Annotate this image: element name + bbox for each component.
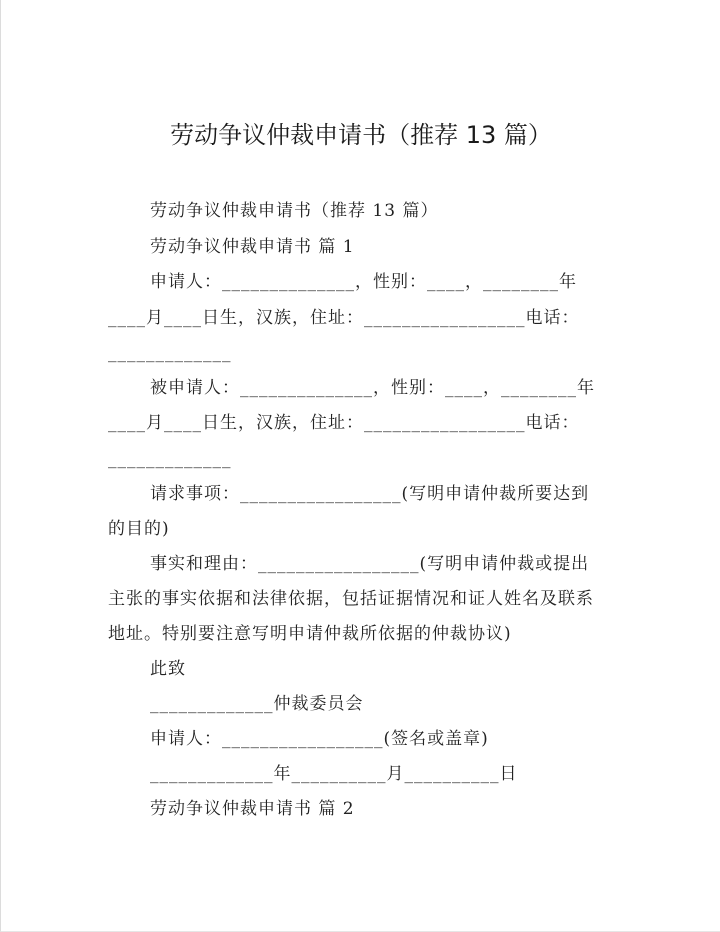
arbitration-committee-line: _____________仲裁委员会: [150, 694, 364, 714]
subtitle-line: 劳动争议仲裁申请书（推荐 13 篇）: [150, 201, 439, 221]
applicant-line: 申请人：______________，性别：____，________年: [150, 272, 577, 292]
page-title: 劳动争议仲裁申请书（推荐 13 篇）: [170, 121, 552, 149]
applicant-phone-line: _____________: [108, 343, 232, 363]
salutation-line: 此致: [150, 659, 186, 679]
respondent-line: 被申请人：______________，性别：____，________年: [150, 378, 595, 398]
facts-reasons-continuation-2: 地址。特别要注意写明申请仲裁所依据的仲裁协议): [108, 624, 512, 644]
request-items-continuation: 的目的): [108, 519, 170, 539]
facts-reasons-continuation-1: 主张的事实依据和法律依据，包括证据情况和证人姓名及联系: [108, 589, 594, 609]
signature-line: 申请人：_________________(签名或盖章): [150, 729, 489, 749]
facts-reasons-line: 事实和理由：_________________(写明申请仲裁或提出: [150, 554, 590, 574]
section-heading-2: 劳动争议仲裁申请书 篇 2: [150, 799, 355, 819]
respondent-phone-line: _____________: [108, 449, 232, 469]
request-items-line: 请求事项：_________________(写明申请仲裁所要达到: [150, 484, 590, 504]
section-heading-1: 劳动争议仲裁申请书 篇 1: [150, 237, 355, 257]
date-line: _____________年__________月__________日: [150, 764, 518, 784]
applicant-birth-address-line: ____月____日生，汉族，住址：_________________电话：: [108, 308, 580, 328]
respondent-birth-address-line: ____月____日生，汉族，住址：_________________电话：: [108, 413, 580, 433]
